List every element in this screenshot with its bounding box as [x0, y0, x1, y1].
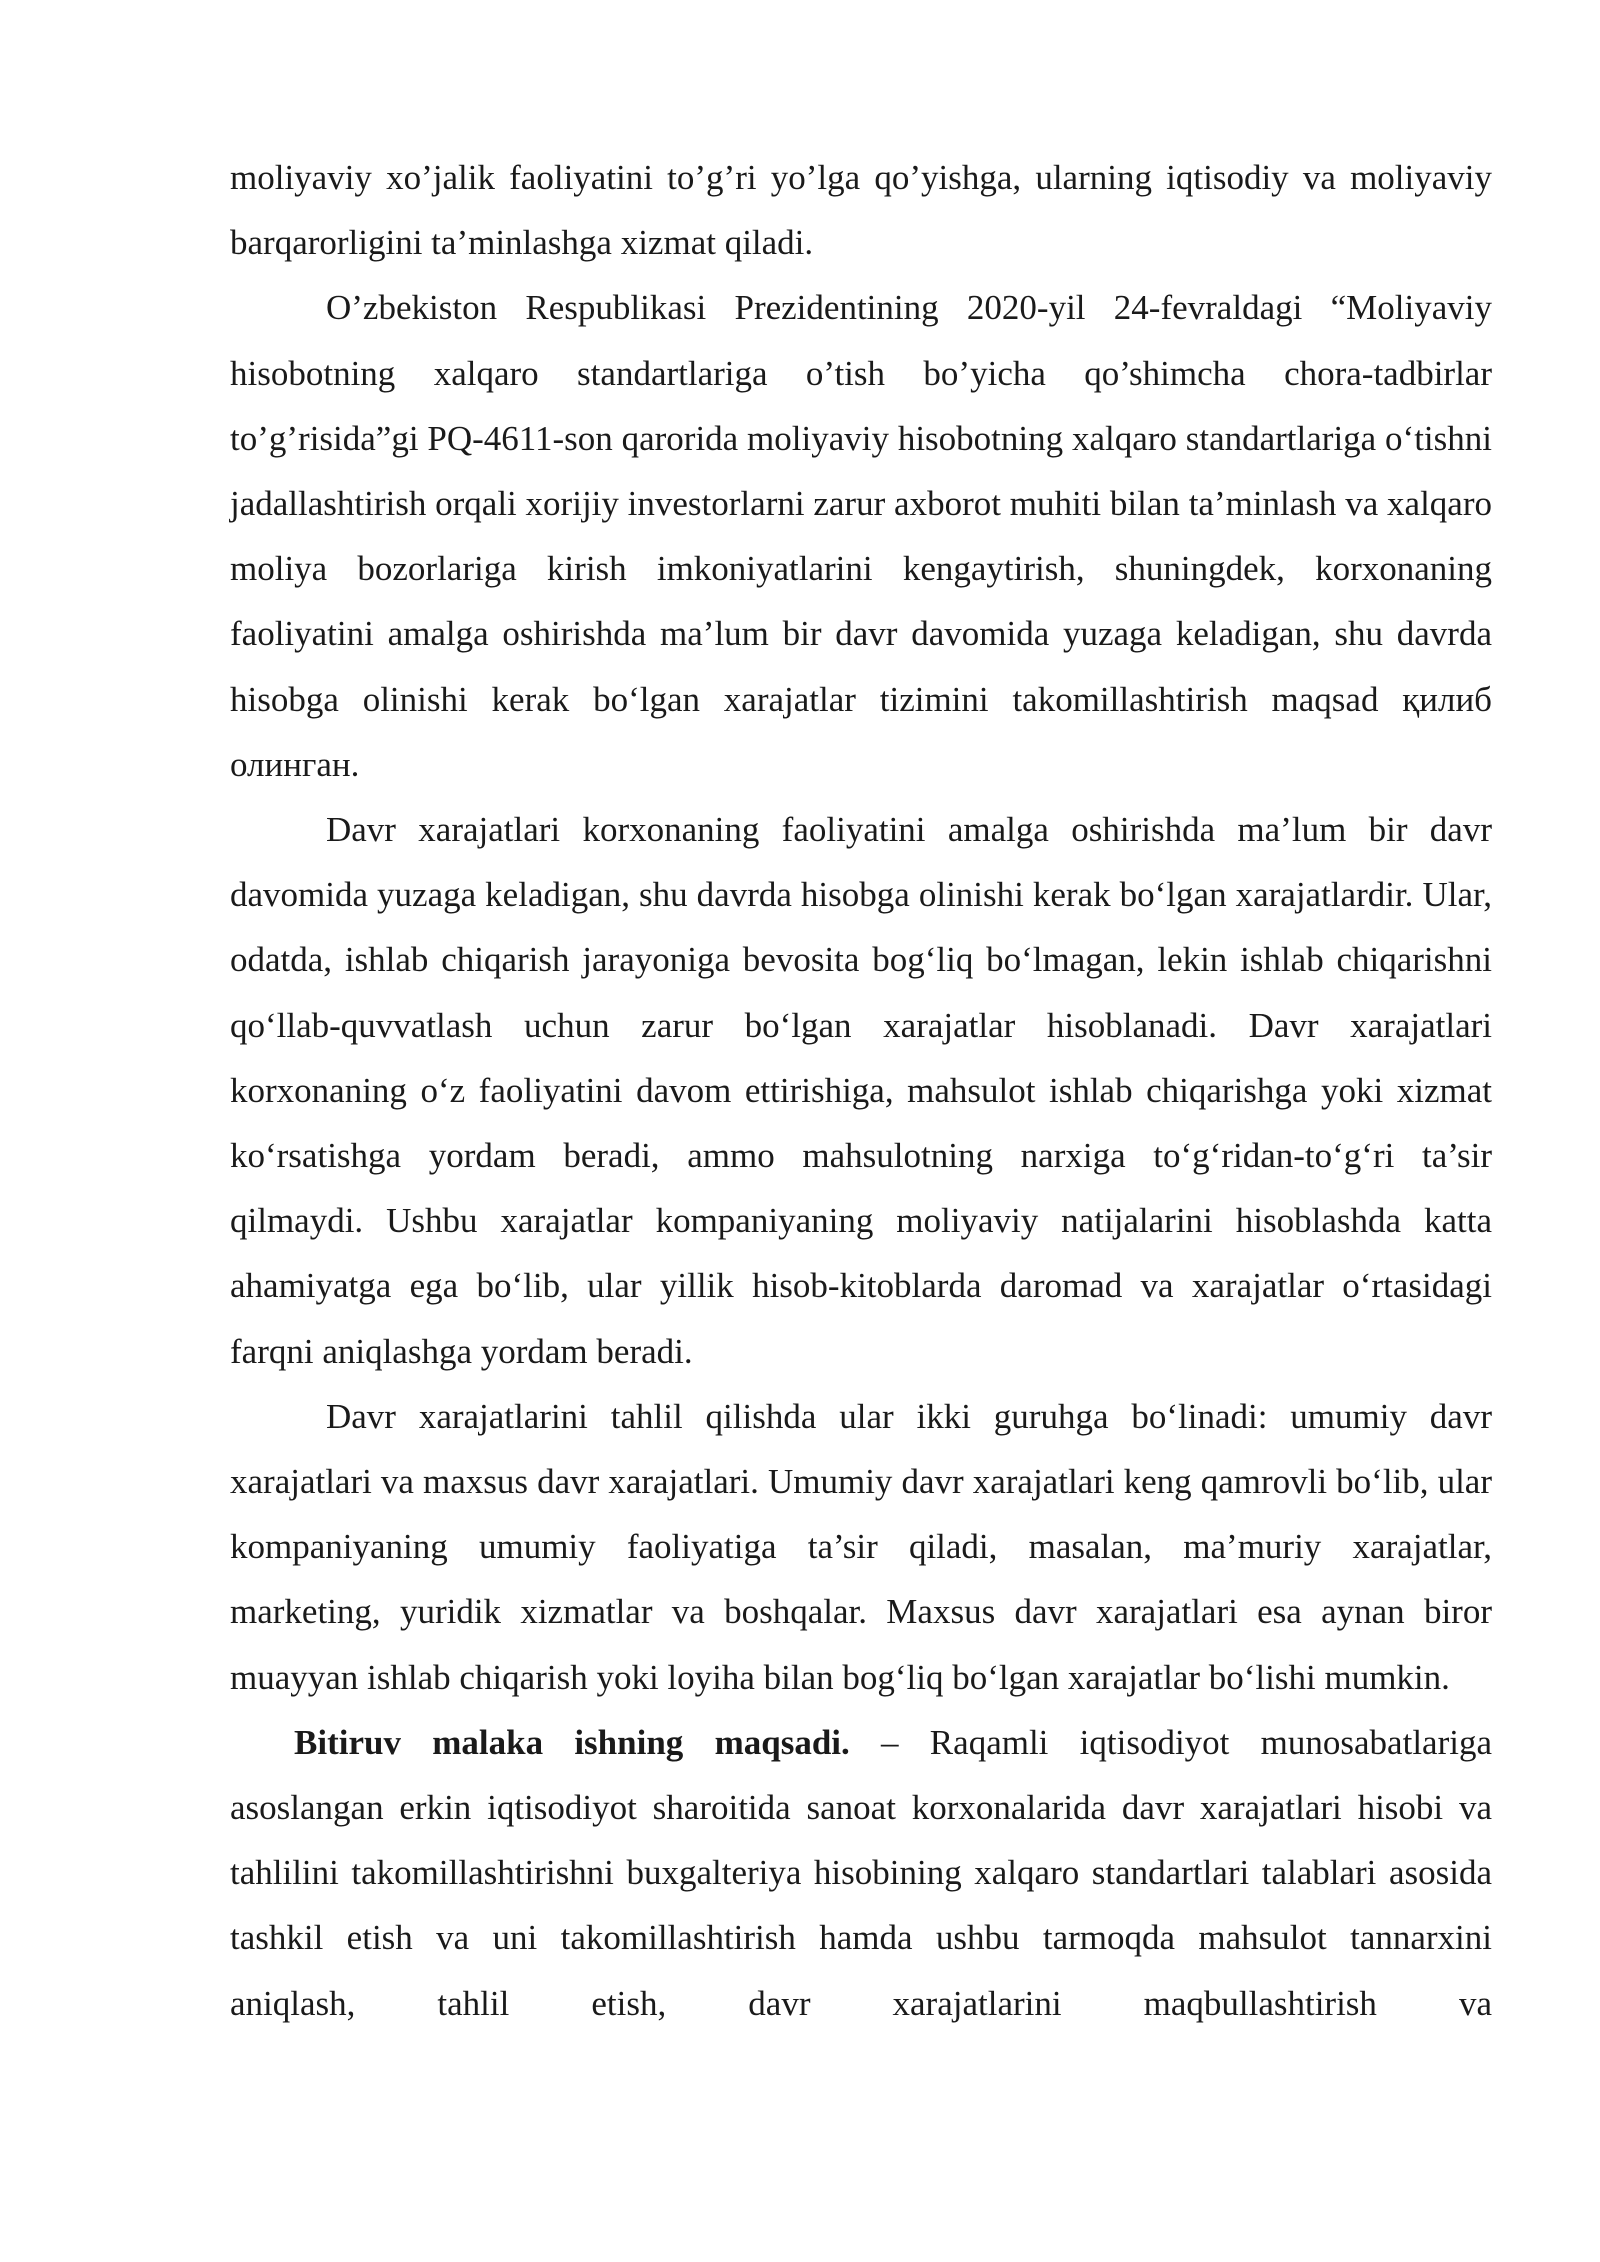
- paragraph-continuation: moliyaviy xo’jalik faoliyatini to’g’ri yo’lga qo’yishga, ularning iqtisodiy va moliyaviy barqarorligini ta’minlashga xizmat qiladi.: [230, 158, 1492, 263]
- thesis-goal-text: – Raqamli iqtisodiyot munosabatlariga asoslangan erkin iqtisodiyot sharoitida sanoat korxonalarida davr xarajatlari hisobi va tahlilini takomillashtirishni buxgalteriya hisobining xalqaro standartlari talablari asosida tashkil etish va uni takomillashtirish hamda ushbu tarmoqda mahsulot tannarxini aniqlash, tahlil etish, davr xarajatlarini maqbullashtirish va: [230, 1722, 1492, 2023]
- thesis-goal-heading: Bitiruv malaka ishning maqsadi.: [294, 1722, 850, 1762]
- paragraph-thesis-goal: [230, 1710, 1492, 2036]
- paragraph-period-expenses-definition: Davr xarajatlari korxonaning faoliyatini amalga oshirishda ma’lum bir davr davomida yuzaga keladigan, shu davrda hisobga olinishi kerak boʻlgan xarajatlardir. Ular, odatda, ishlab chiqarish jarayoniga bevosita bogʻliq boʻlmagan, lekin ishlab chiqarishni qoʻllab-quvvatlash uchun zarur boʻlgan xarajatlar hisoblanadi. Davr xarajatlari korxonaning oʻz faoliyatini davom ettirishiga, mahsulot ishlab chiqarishga yoki xizmat koʻrsatishga yordam beradi, ammo mahsulotning narxiga toʻgʻridan-toʻgʻri ta’sir qilmaydi. Ushbu xarajatlar kompaniyaning moliyaviy natijalarini hisoblashda katta ahamiyatga ega boʻlib, ular yillik hisob-kitoblarda daromad va xarajatlar oʻrtasidagi farqni aniqlashga yordam beradi.: [230, 810, 1492, 1371]
- document-page: [230, 145, 1492, 2036]
- paragraph-period-expenses-groups: Davr xarajatlarini tahlil qilishda ular ikki guruhga boʻlinadi: umumiy davr xarajatlari va maxsus davr xarajatlari. Umumiy davr xarajatlari keng qamrovli boʻlib, ular kompaniyaning umumiy faoliyatiga ta’sir qiladi, masalan, ma’muriy xarajatlar, marketing, yuridik xizmatlar va boshqalar. Maxsus davr xarajatlari esa aynan biror muayyan ishlab chiqarish yoki loyiha bilan bogʻliq boʻlgan xarajatlar boʻlishi mumkin.: [230, 1396, 1492, 1697]
- paragraph-presidential-decree: O’zbekiston Respublikasi Prezidentining 2020-yil 24-fevraldagi “Moliyaviy hisobotning xalqaro standartlariga o’tish bo’yicha qo’shimcha chora-tadbirlar to’g’risida”gi PQ-4611-son qarorida moliyaviy hisobotning xalqaro standartlariga oʻtishni jadallashtirish orqali xorijiy investorlarni zarur axborot muhiti bilan ta’minlash va xalqaro moliya bozorlariga kirish imkoniyatlarini kengaytirish, shuningdek, korxonaning faoliyatini amalga oshirishda ma’lum bir davr davomida yuzaga keladigan, shu davrda hisobga olinishi kerak boʻlgan xarajatlar tizimini takomillashtirish maqsad қилиб олинган.: [230, 288, 1492, 784]
